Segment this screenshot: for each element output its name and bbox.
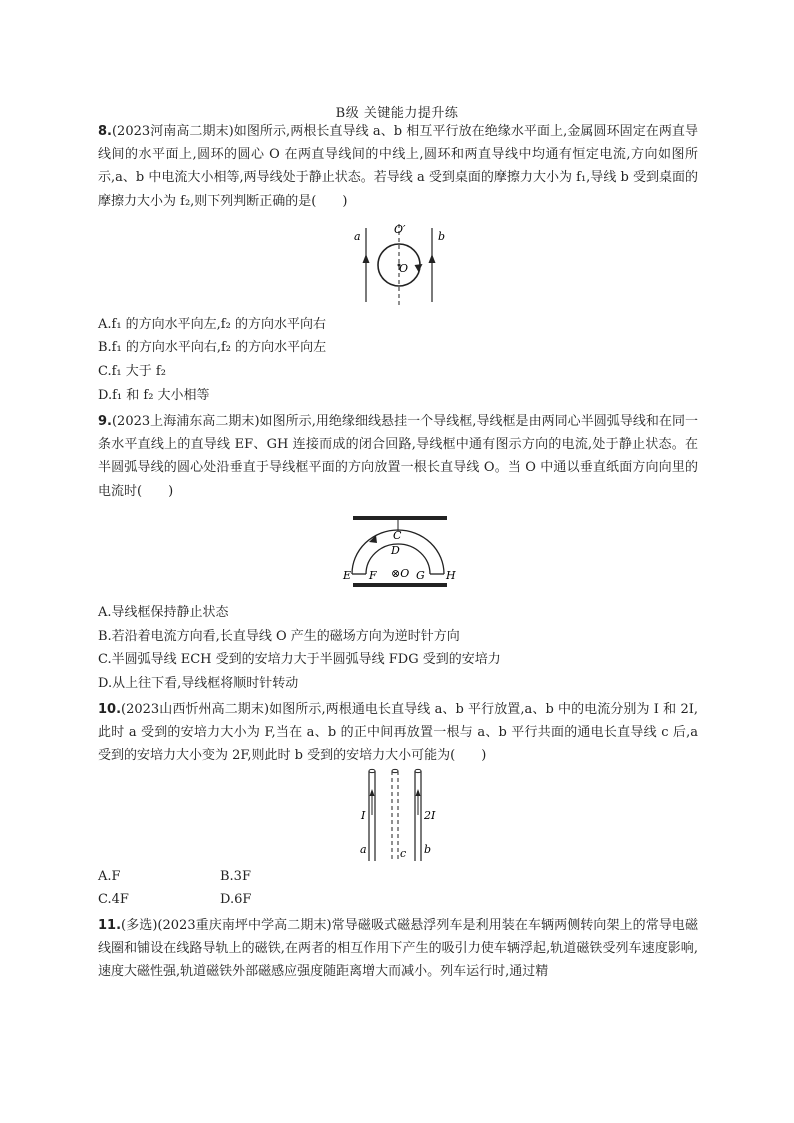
label-g: G — [416, 569, 425, 582]
label-o-prime: O′ — [394, 223, 406, 236]
question-stem: (多选)(2023重庆南坪中学高二期末)常导磁吸式磁悬浮列车是利用装在车辆两侧转向架上的常导电磁线圈和铺设在线路导轨上的磁铁,在两者的相互作用下产生的吸引力使车辆浮起,轨道磁铁受列车速度影响,速度大磁性强,轨道磁铁外部磁感应强度随距离增大而减小。列车运行时,通过精 — [98, 918, 698, 980]
option-a[interactable]: A.F — [98, 869, 121, 884]
top-support — [353, 516, 447, 520]
arrow-up-icon — [429, 254, 436, 263]
label-f: F — [369, 569, 377, 582]
arrow-up-icon — [416, 789, 421, 796]
option-b[interactable]: B.若沿着电流方向看,长直导线 O 产生的磁场方向为逆时针方向 — [98, 629, 460, 644]
arrow-up-icon — [370, 789, 375, 796]
question-stem: (2023山西忻州高二期末)如图所示,两根通电长直导线 a、b 平行放置,a、b 中的电流分别为 I 和 2I,此时 a 受到的安培力大小为 F,当在 a、b 的正中间再放置一根与 a、b 平行共面的通电长直导线 c 后,a 受到的安培力大小变为 2F,则此时 b 受到的安培力大小可能为( ) — [98, 702, 698, 764]
label-2i: 2I — [424, 809, 436, 822]
label-c: C — [393, 529, 402, 542]
question-number: 9. — [98, 414, 112, 429]
option-b[interactable]: B.3F — [220, 869, 251, 884]
section-title: B级 关键能力提升练 — [335, 106, 459, 121]
ring-current-arrow-icon — [415, 264, 423, 272]
question-8 — [98, 120, 698, 213]
label-a: a — [354, 230, 361, 243]
label-o: O — [399, 262, 409, 275]
option-a[interactable]: A.f₁ 的方向水平向左,f₂ 的方向水平向右 — [98, 317, 326, 332]
label-b: b — [424, 843, 432, 856]
label-h: H — [446, 569, 456, 582]
label-a: a — [360, 843, 367, 856]
question-number: 11. — [98, 918, 122, 933]
question-11 — [98, 914, 698, 984]
question-number: 8. — [98, 124, 112, 139]
label-c: c — [400, 847, 407, 860]
option-d[interactable]: D.f₁ 和 f₂ 大小相等 — [98, 388, 210, 403]
label-b: b — [438, 230, 446, 243]
question-stem: (2023河南高二期末)如图所示,两根长直导线 a、b 相互平行放在绝缘水平面上,金属圆环固定在两直导线间的水平面上,圆环的圆心 O 在两直导线间的中线上,圆环和两直导线中均通有恒定电流,方向如图所示,a、b 中电流大小相等,两导线处于静止状态。若导线 a 受到桌面的摩擦力大小为 f₁,导线 b 受到桌面的摩擦力大小为 f₂,则下列判断正确的是( ) — [98, 124, 698, 209]
question-number: 10. — [98, 702, 122, 717]
option-d[interactable]: D.从上往下看,导线框将顺时针转动 — [98, 676, 299, 691]
label-o-into-page: ⊗O — [391, 567, 410, 580]
bottom-support — [353, 583, 447, 587]
option-d[interactable]: D.6F — [220, 892, 252, 907]
question-9 — [98, 410, 698, 503]
label-e: E — [343, 569, 352, 582]
figure-q8 — [350, 220, 450, 305]
option-b[interactable]: B.f₁ 的方向水平向右,f₂ 的方向水平向左 — [98, 340, 327, 355]
option-c[interactable]: C.4F — [98, 892, 129, 907]
option-c[interactable]: C.半圆弧导线 ECH 受到的安培力大于半圆弧导线 FDG 受到的安培力 — [98, 652, 501, 667]
option-c[interactable]: C.f₁ 大于 f₂ — [98, 364, 166, 379]
label-d: D — [391, 544, 400, 557]
figure-q9 — [340, 512, 460, 590]
question-10 — [98, 698, 698, 768]
question-stem: (2023上海浦东高二期末)如图所示,用绝缘细线悬挂一个导线框,导线框是由两同心半圆弧导线和在同一条水平直线上的直导线 EF、GH 连接而成的闭合回路,导线框中通有图示方向的电流,处于静止状态。在半圆弧导线的圆心处沿垂直于导线框平面的方向放置一根长直导线 O。当 O 中通以垂直纸面方向向里的电流时( ) — [98, 414, 698, 499]
label-i: I — [361, 809, 366, 822]
arrow-up-icon — [363, 254, 370, 263]
figure-q10 — [355, 765, 445, 865]
option-a[interactable]: A.导线框保持静止状态 — [98, 605, 229, 620]
